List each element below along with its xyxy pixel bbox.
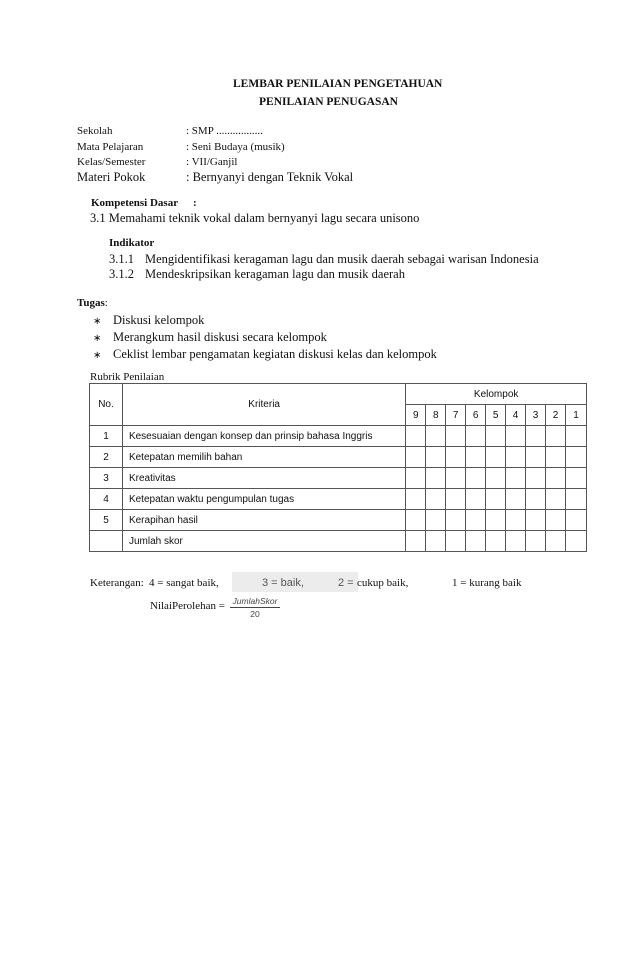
nilai-label: NilaiPerolehan = [150, 600, 225, 612]
tugas-item: Ceklist lembar pengamatan kegiatan diskusi kelas dan kelompok [113, 347, 437, 361]
score-cell[interactable] [526, 426, 546, 447]
info-value-kelas: : VII/Ganjil [186, 156, 238, 168]
info-value-mapel: : Seni Budaya (musik) [186, 141, 285, 153]
table-row [90, 426, 587, 447]
bullet-icon: ∗ [93, 350, 102, 361]
score-cell[interactable] [466, 468, 486, 489]
score-cell[interactable] [466, 447, 486, 468]
keterangan-4: 4 = sangat baik, [149, 577, 219, 589]
indikator-text: Mengidentifikasi keragaman lagu dan musik daerah sebagai warisan Indonesia [145, 252, 539, 266]
score-cell[interactable] [565, 447, 586, 468]
kelompok-number: 9 [406, 405, 426, 426]
score-cell[interactable] [546, 426, 566, 447]
kelompok-number: 8 [426, 405, 446, 426]
score-cell[interactable] [406, 426, 426, 447]
score-cell[interactable] [466, 489, 486, 510]
score-cell[interactable] [526, 489, 546, 510]
kelompok-number: 4 [506, 405, 526, 426]
tugas-heading: Tugas [77, 297, 105, 309]
score-cell[interactable] [506, 426, 526, 447]
table-row [90, 447, 587, 468]
score-cell[interactable] [506, 468, 526, 489]
tugas-colon: : [104, 297, 108, 309]
bullet-icon: ∗ [93, 316, 102, 327]
info-label-sekolah: Sekolah [77, 125, 113, 137]
score-cell[interactable] [426, 510, 446, 531]
tugas-heading-line [77, 297, 108, 309]
formula-denominator: 20 [250, 609, 260, 619]
score-cell[interactable] [446, 426, 466, 447]
page-title: LEMBAR PENILAIAN PENGETAHUAN [233, 78, 443, 90]
score-cell[interactable] [446, 447, 466, 468]
score-cell[interactable] [466, 531, 486, 552]
score-cell[interactable] [466, 510, 486, 531]
kompetensi-colon: : [193, 197, 197, 209]
tugas-item: Merangkum hasil diskusi secara kelompok [113, 330, 327, 344]
info-label-kelas: Kelas/Semester [77, 156, 146, 168]
score-cell[interactable] [486, 468, 506, 489]
rubrik-table [89, 383, 587, 552]
kelompok-number: 5 [486, 405, 506, 426]
row-number-empty [90, 531, 123, 552]
kelompok-number: 2 [546, 405, 566, 426]
score-cell[interactable] [565, 510, 586, 531]
score-cell[interactable] [426, 468, 446, 489]
kompetensi-dasar-text: 3.1 Memahami teknik vokal dalam bernyanyi lagu secara unisono [90, 211, 420, 225]
keterangan-3: 3 = baik, [262, 577, 304, 589]
score-cell[interactable] [446, 489, 466, 510]
score-cell[interactable] [526, 468, 546, 489]
score-cell[interactable] [446, 468, 466, 489]
table-row [90, 489, 587, 510]
kelompok-number: 1 [565, 405, 586, 426]
total-label: Jumlah skor [122, 531, 405, 552]
score-cell[interactable] [506, 447, 526, 468]
score-cell[interactable] [546, 489, 566, 510]
row-kriteria: Kesesuaian dengan konsep dan prinsip bahasa Inggris [122, 426, 405, 447]
row-kriteria: Kreativitas [122, 468, 405, 489]
column-header-kriteria: Kriteria [122, 384, 405, 426]
row-number: 4 [90, 489, 123, 510]
score-cell[interactable] [426, 489, 446, 510]
score-cell[interactable] [406, 510, 426, 531]
score-cell[interactable] [426, 447, 446, 468]
score-cell[interactable] [526, 531, 546, 552]
nilai-formula [230, 596, 280, 619]
score-cell[interactable] [486, 531, 506, 552]
column-header-no: No. [90, 384, 123, 426]
kelompok-number: 6 [466, 405, 486, 426]
score-cell[interactable] [526, 510, 546, 531]
row-kriteria: Ketepatan waktu pengumpulan tugas [122, 489, 405, 510]
table-header-row [90, 384, 587, 405]
score-cell[interactable] [506, 510, 526, 531]
score-cell[interactable] [426, 531, 446, 552]
score-cell[interactable] [526, 447, 546, 468]
indikator-num: 3.1.1 [109, 252, 134, 266]
score-cell[interactable] [486, 510, 506, 531]
row-kriteria: Ketepatan memilih bahan [122, 447, 405, 468]
score-cell[interactable] [506, 489, 526, 510]
kompetensi-heading: Kompetensi Dasar [91, 197, 179, 209]
score-cell[interactable] [406, 531, 426, 552]
table-row [90, 510, 587, 531]
indikator-text: Mendeskripsikan keragaman lagu dan musik daerah [145, 267, 405, 281]
score-cell[interactable] [486, 426, 506, 447]
row-number: 1 [90, 426, 123, 447]
keterangan-label: Keterangan: [90, 577, 144, 589]
score-cell[interactable] [446, 531, 466, 552]
table-total-row [90, 531, 587, 552]
score-cell[interactable] [506, 531, 526, 552]
score-cell[interactable] [546, 447, 566, 468]
page-subtitle: PENILAIAN PENUGASAN [259, 96, 398, 108]
info-label-materi: Materi Pokok [77, 170, 146, 184]
row-kriteria: Kerapihan hasil [122, 510, 405, 531]
column-header-kelompok: Kelompok [406, 384, 587, 405]
score-cell[interactable] [546, 531, 566, 552]
score-cell[interactable] [466, 426, 486, 447]
keterangan-2: 2 = [338, 577, 354, 589]
score-cell[interactable] [565, 468, 586, 489]
score-cell[interactable] [486, 489, 506, 510]
score-cell[interactable] [446, 510, 466, 531]
table-row [90, 468, 587, 489]
row-number: 2 [90, 447, 123, 468]
score-cell[interactable] [565, 489, 586, 510]
score-cell[interactable] [546, 468, 566, 489]
formula-numerator: JumlahSkor [230, 596, 280, 608]
row-number: 5 [90, 510, 123, 531]
keterangan-1: 1 = kurang baik [452, 577, 522, 589]
score-cell[interactable] [406, 489, 426, 510]
rubrik-caption: Rubrik Penilaian [90, 371, 165, 383]
kelompok-number: 7 [446, 405, 466, 426]
score-cell[interactable] [406, 447, 426, 468]
tugas-item: Diskusi kelompok [113, 313, 205, 327]
bullet-icon: ∗ [93, 333, 102, 344]
score-cell[interactable] [426, 426, 446, 447]
indikator-num: 3.1.2 [109, 267, 134, 281]
kelompok-number: 3 [526, 405, 546, 426]
info-value-materi: : Bernyanyi dengan Teknik Vokal [186, 170, 354, 184]
keterangan-2-text: cukup baik, [357, 577, 409, 589]
row-number: 3 [90, 468, 123, 489]
score-cell[interactable] [565, 531, 586, 552]
score-cell[interactable] [486, 447, 506, 468]
info-label-mapel: Mata Pelajaran [77, 141, 144, 153]
score-cell[interactable] [546, 510, 566, 531]
info-value-sekolah: : SMP ................. [186, 125, 263, 137]
indikator-heading: Indikator [109, 237, 155, 249]
score-cell[interactable] [406, 468, 426, 489]
score-cell[interactable] [565, 426, 586, 447]
